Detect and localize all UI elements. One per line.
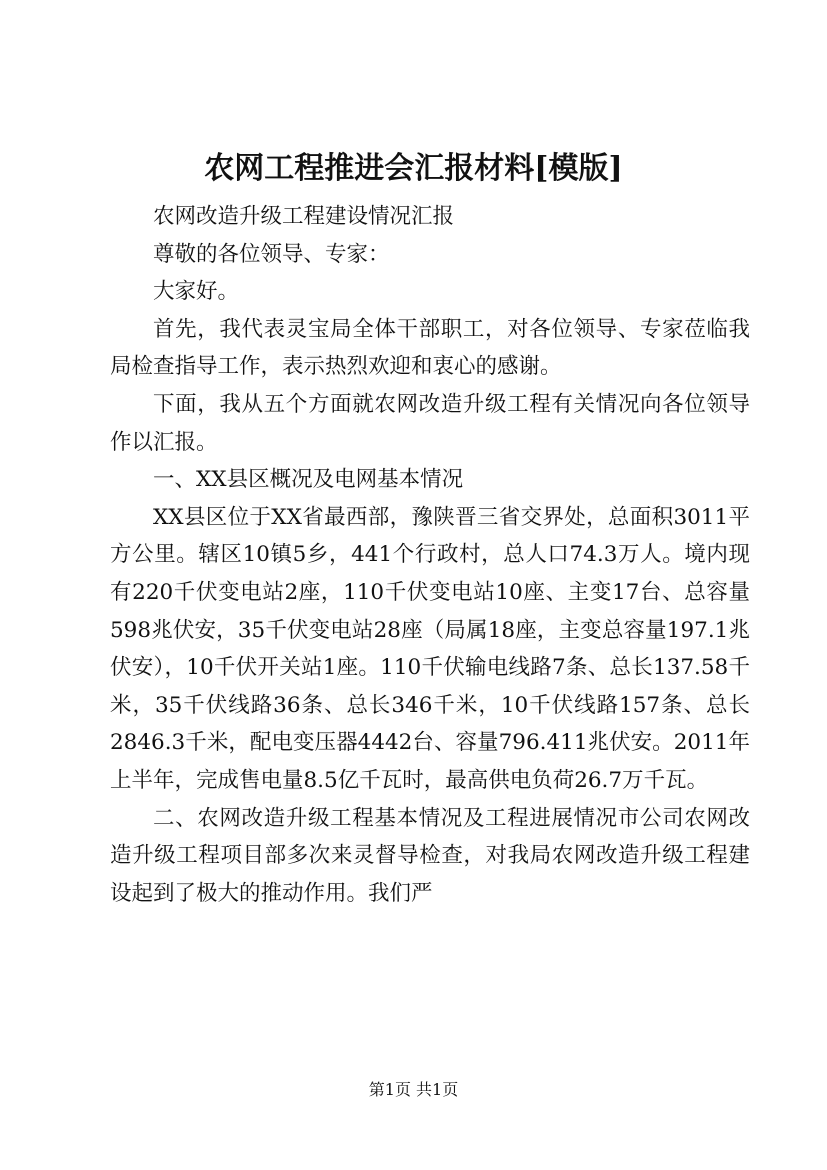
section-one-heading: 一、XX县区概况及电网基本情况 [153, 467, 464, 493]
document-body [110, 198, 750, 912]
document-title: 农网工程推进会汇报材料[模版] [204, 151, 623, 186]
page-footer: 第1页 共1页 [368, 1080, 459, 1099]
salutation-paragraph: 尊敬的各位领导、专家： [153, 241, 390, 267]
greeting-paragraph: 大家好。 [153, 279, 240, 305]
welcome-paragraph: 首先，我代表灵宝局全体干部职工，对各位领导、专家莅临我局检查指导工作，表示热烈欢迎和衷心的感谢。 [110, 316, 750, 380]
outline-paragraph: 下面，我从五个方面就农网改造升级工程有关情况向各位领导作以汇报。 [110, 391, 750, 455]
county-overview-paragraph: XX县区位于XX省最西部，豫陕晋三省交界处，总面积3011平方公里。辖区10镇5乡，441个行政村，总人口74.3万人。境内现有220千伏变电站2座，110千伏变电站10座、主变17台、总容量598兆伏安，35千伏变电站28座（局属18座，主变总容量197.1兆伏安），10千伏开关站1座。110千伏输电线路7条、总长137.58千米，35千伏线路36条、总长346千米，10千伏线路157条、总长2846.3千米，配电变压器4442台、容量796.411兆伏安。2011年上半年，完成售电量8.5亿千瓦时，最高供电负荷26.7万千瓦。 [110, 504, 750, 793]
report-heading-paragraph: 农网改造升级工程建设情况汇报 [153, 204, 455, 229]
section-two-paragraph: 二、农网改造升级工程基本情况及工程进展情况市公司农网改造升级工程项目部多次来灵督导检查，对我局农网改造升级工程建设起到了极大的推动作用。我们严 [110, 805, 750, 906]
